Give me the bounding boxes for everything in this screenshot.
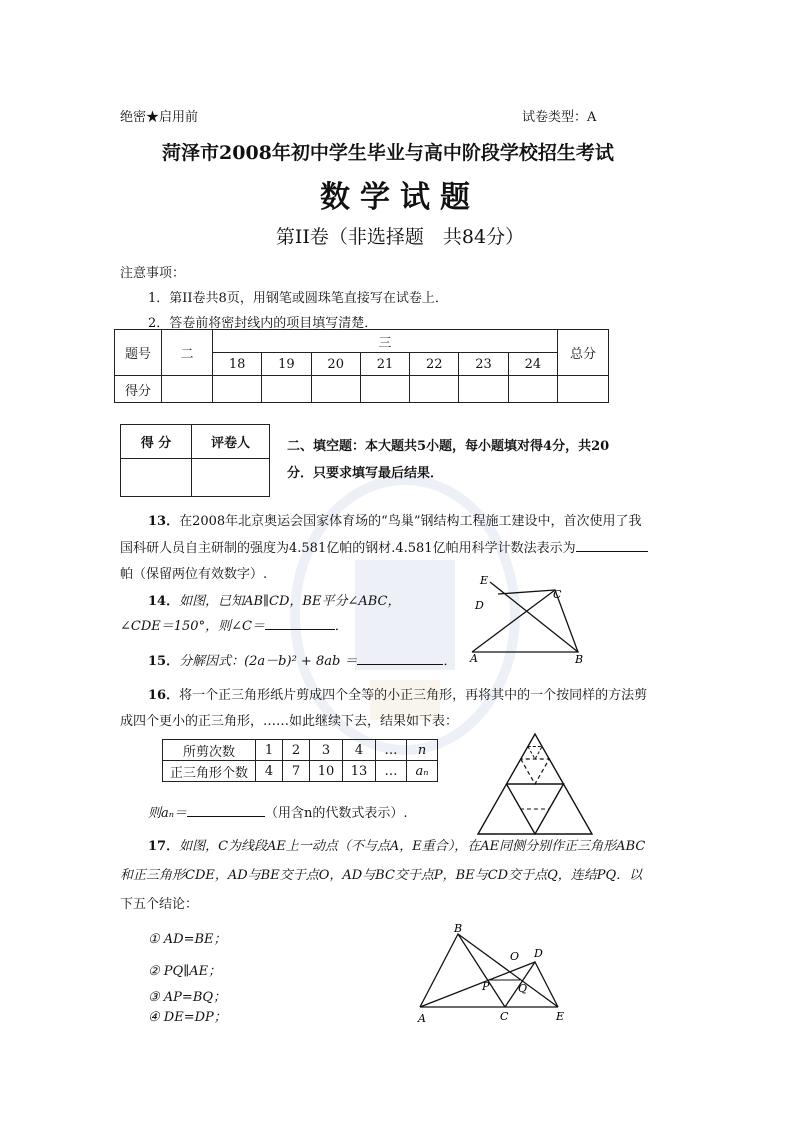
label-B: B — [454, 922, 463, 935]
score-cell[interactable] — [213, 376, 262, 403]
score-cell[interactable] — [459, 376, 508, 403]
q16-answer: 则aₙ＝ （用含n的代数式表示）. — [148, 802, 408, 821]
q15-line: 15．分解因式：(2a－b)² + 8ab ＝ ． — [148, 650, 456, 669]
q16-line2: 成四个更小的正三角形，……如此继续下去，结果如下表： — [120, 714, 459, 729]
q14-line1: 14．如图，已知AB∥CD，BE平分∠ABC， — [148, 594, 401, 609]
score-cell[interactable] — [262, 376, 311, 403]
grader-box — [120, 424, 270, 497]
header-question-number: 题号 — [115, 330, 162, 376]
score-table — [114, 329, 609, 403]
grader-score-label: 得 分 — [121, 425, 192, 459]
section2-line1: 二、填空题：本大题共5小题，每小题填对得4分，共20 — [287, 439, 610, 454]
row-score-label: 得分 — [115, 376, 162, 403]
header-section-three: 三 — [213, 330, 558, 353]
score-cell[interactable] — [162, 376, 213, 403]
grader-score-cell[interactable] — [121, 459, 192, 497]
q13-line1: 13．在2008年北京奥运会国家体育场的“鸟巢”钢结构工程施工建设中，首次使用了我 — [148, 514, 642, 529]
header-question-col: 24 — [508, 353, 557, 376]
header-question-col: 21 — [360, 353, 409, 376]
q16-line1: 16．将一个正三角形纸片剪成四个全等的小正三角形，再将其中的一个按同样的方法剪 — [148, 688, 648, 703]
q17-line1: 17．如图，C为线段AE上一动点（不与点A，E重合），在AE同侧分别作正三角形ABC — [148, 839, 646, 854]
score-cell[interactable] — [360, 376, 409, 403]
label-O: O — [510, 950, 520, 963]
q15-answer-blank[interactable] — [357, 650, 443, 665]
score-cell[interactable] — [558, 376, 609, 403]
question-number: 16． — [148, 688, 180, 703]
q17-line2: 和正三角形CDE，AD与BE交于点O，AD与BC交于点P，BE与CD交于点Q，连结PQ．以 — [120, 868, 643, 883]
volume-title: 第II卷（非选择题 共84分） — [275, 226, 525, 248]
q16-table: 所剪次数 1 2 3 4 … n 正三角形个数 4 7 10 13 … aₙ — [162, 739, 438, 782]
exam-title: 菏泽市2008年初中学生毕业与高中阶段学校招生考试 — [162, 142, 614, 164]
q17-conclusion: ① AD=BE； — [148, 932, 227, 947]
note-item: 2．答卷前将密封线内的项目填写清楚． — [148, 316, 378, 331]
q14-line2: ∠CDE＝150°，则∠C＝ ． — [120, 615, 348, 634]
paper-type: 试卷类型：A — [522, 110, 597, 125]
score-cell[interactable] — [311, 376, 360, 403]
q14-figure — [460, 570, 600, 665]
question-number: 14． — [148, 594, 180, 609]
q17-conclusion: ④ DE=DP； — [148, 1010, 227, 1025]
grader-name-label: 评卷人 — [192, 425, 270, 459]
question-number: 13． — [148, 514, 180, 529]
header-question-col: 18 — [213, 353, 262, 376]
q13-line2: 国科研人员自主研制的强度为4.581亿帕的钢材.4.581亿帕用科学计数法表示为 — [120, 537, 648, 556]
header-question-col: 19 — [262, 353, 311, 376]
q16-triangle-figure — [470, 730, 600, 838]
q16-answer-blank[interactable] — [187, 802, 265, 817]
note-item: 1．第II卷共8页，用钢笔或圆珠笔直接写在试卷上． — [148, 291, 448, 306]
question-number: 17． — [148, 839, 180, 854]
label-C: C — [553, 588, 562, 601]
question-number: 15． — [148, 654, 180, 669]
label-C: C — [500, 1010, 509, 1023]
q16-row-head: 所剪次数 — [163, 740, 256, 761]
secret-label: 绝密★启用前 — [120, 110, 199, 125]
q17-line3: 下五个结论： — [120, 897, 199, 912]
label-D: D — [475, 599, 484, 612]
label-E: E — [556, 1010, 565, 1023]
score-cell[interactable] — [410, 376, 459, 403]
q17-figure — [410, 922, 580, 1027]
q13-line3: 帕（保留两位有效数字）. — [120, 567, 268, 582]
subject-title: 数学试题 — [320, 180, 480, 215]
header-question-col: 22 — [410, 353, 459, 376]
header-question-col: 20 — [311, 353, 360, 376]
label-E: E — [480, 574, 489, 587]
q13-answer-blank[interactable] — [576, 537, 648, 552]
q17-conclusion: ② PQ∥AE； — [148, 964, 222, 979]
q17-conclusion: ③ AP=BQ； — [148, 990, 227, 1005]
header-question-col: 23 — [459, 353, 508, 376]
score-cell[interactable] — [508, 376, 557, 403]
notes-title: 注意事项： — [120, 266, 186, 281]
q16-row-head: 正三角形个数 — [163, 761, 256, 782]
section2-line2: 分．只要求填写最后结果． — [287, 466, 444, 481]
label-P: P — [482, 980, 490, 993]
header-section-two: 二 — [162, 330, 213, 376]
label-D: D — [534, 947, 543, 960]
label-B: B — [575, 653, 584, 665]
label-A: A — [418, 1012, 426, 1025]
grader-name-cell[interactable] — [192, 459, 270, 497]
label-A: A — [470, 652, 478, 665]
q14-answer-blank[interactable] — [265, 615, 335, 630]
label-Q: Q — [518, 982, 528, 995]
header-total: 总分 — [558, 330, 609, 376]
